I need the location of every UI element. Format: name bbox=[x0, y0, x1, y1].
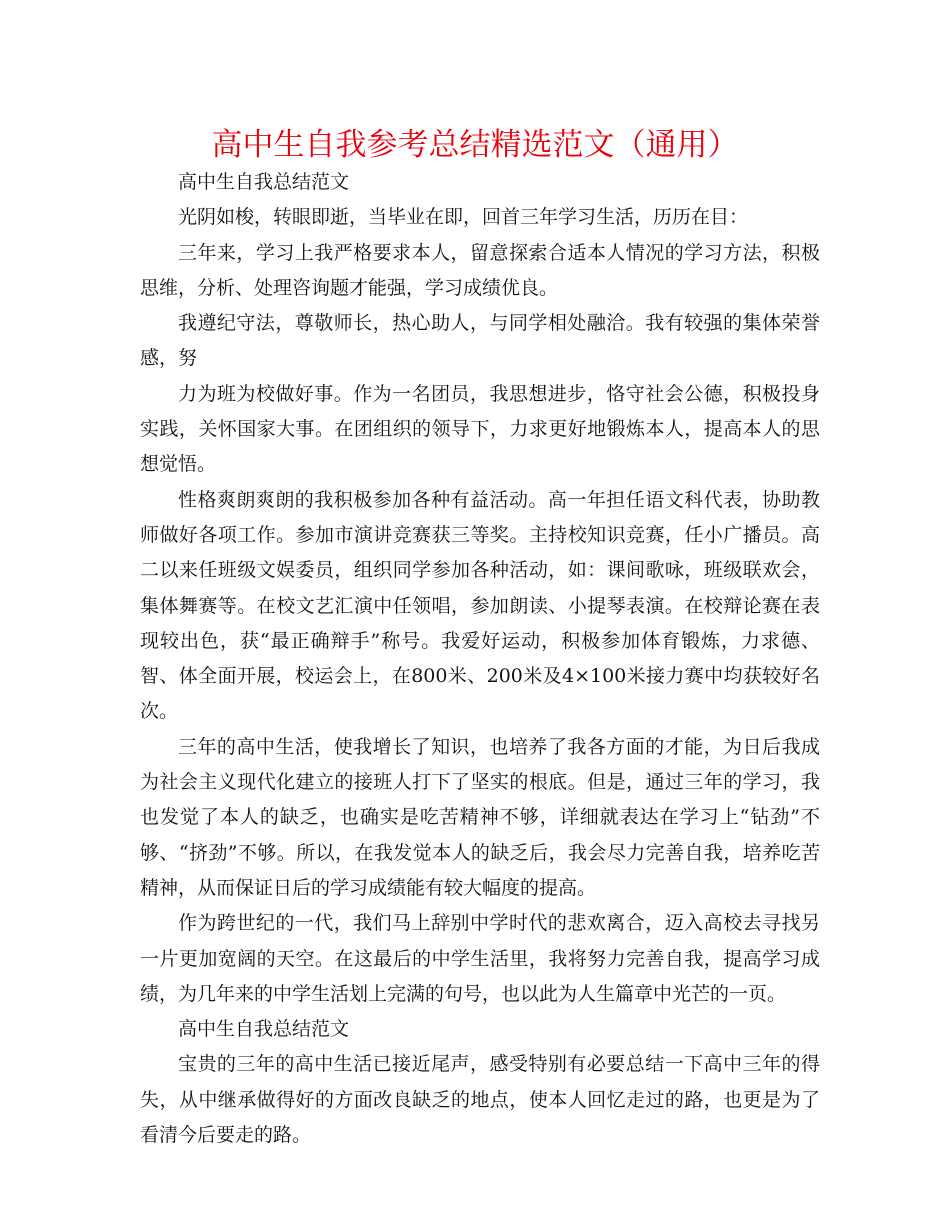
document-title: 高中生自我参考总结精选范文（通用） bbox=[211, 127, 739, 163]
paragraph-outlook: 作为跨世纪的一代，我们马上辞别中学时代的悲欢离合，迈入高校去寻找另一片更加宽阔的天空。在这最后的中学生活里，我将努力完善自我，提高学习成绩，为几年来的中学生活划上完满的句号，也以此为人生篇章中光芒的一页。 bbox=[140, 912, 820, 1005]
paragraph-activities: 性格爽朗爽朗的我积极参加各种有益活动。高一年担任语文科代表，协助教师做好各项工作。参加市演讲竞赛获三等奖。主持校知识竞赛，任小广播员。高二以来任班级文娱委员，组织同学参加各种活动，如：课间歌咏，班级联欢会，集体舞赛等。在校文艺汇演中任领唱，参加朗读、小提琴表演。在校辩论赛在表现较出色，获“最正确辩手”称号。我爱好运动，积极参加体育锻炼，力求德、智、体全面开展，校运会上，在800米、200米及4×100米接力赛中均获较好名次。 bbox=[140, 488, 820, 723]
section-heading-1: 高中生自我总结范文 bbox=[178, 171, 350, 193]
document-body bbox=[140, 165, 820, 1153]
paragraph-reflection: 三年的高中生活，使我增长了知识，也培养了我各方面的才能，为日后我成为社会主义现代化建立的接班人打下了坚实的根底。但是，通过三年的学习，我也发觉了本人的缺乏，也确实是吃苦精神不够，详细就表达在学习上“钻劲”不够、“挤劲”不够。所以，在我发觉本人的缺乏后，我会尽力完善自我，培养吃苦精神，从而保证日后的学习成绩能有较大幅度的提高。 bbox=[140, 735, 820, 899]
paragraph-study: 三年来，学习上我严格要求本人，留意探索合适本人情况的学习方法，积极思维，分析、处理咨询题才能强，学习成绩优良。 bbox=[140, 241, 820, 299]
paragraph-discipline-cont: 力为班为校做好事。作为一名团员，我思想进步，恪守社会公德，积极投身实践，关怀国家大事。在团组织的领导下，力求更好地锻炼本人，提高本人的思想觉悟。 bbox=[140, 382, 820, 476]
paragraph-discipline: 我遵纪守法，尊敬师长，热心助人，与同学相处融洽。我有较强的集体荣誉感，努 bbox=[140, 312, 820, 370]
paragraph-intro: 光阴如梭，转眼即逝，当毕业在即，回首三年学习生活，历历在目： bbox=[178, 206, 749, 229]
paragraph-summary: 宝贵的三年的高中生活已接近尾声，感受特别有必要总结一下高中三年的得失，从中继承做得好的方面改良缺乏的地点，使本人回忆走过的路，也更是为了看清今后要走的路。 bbox=[140, 1053, 820, 1147]
section-heading-2: 高中生自我总结范文 bbox=[178, 1018, 350, 1041]
